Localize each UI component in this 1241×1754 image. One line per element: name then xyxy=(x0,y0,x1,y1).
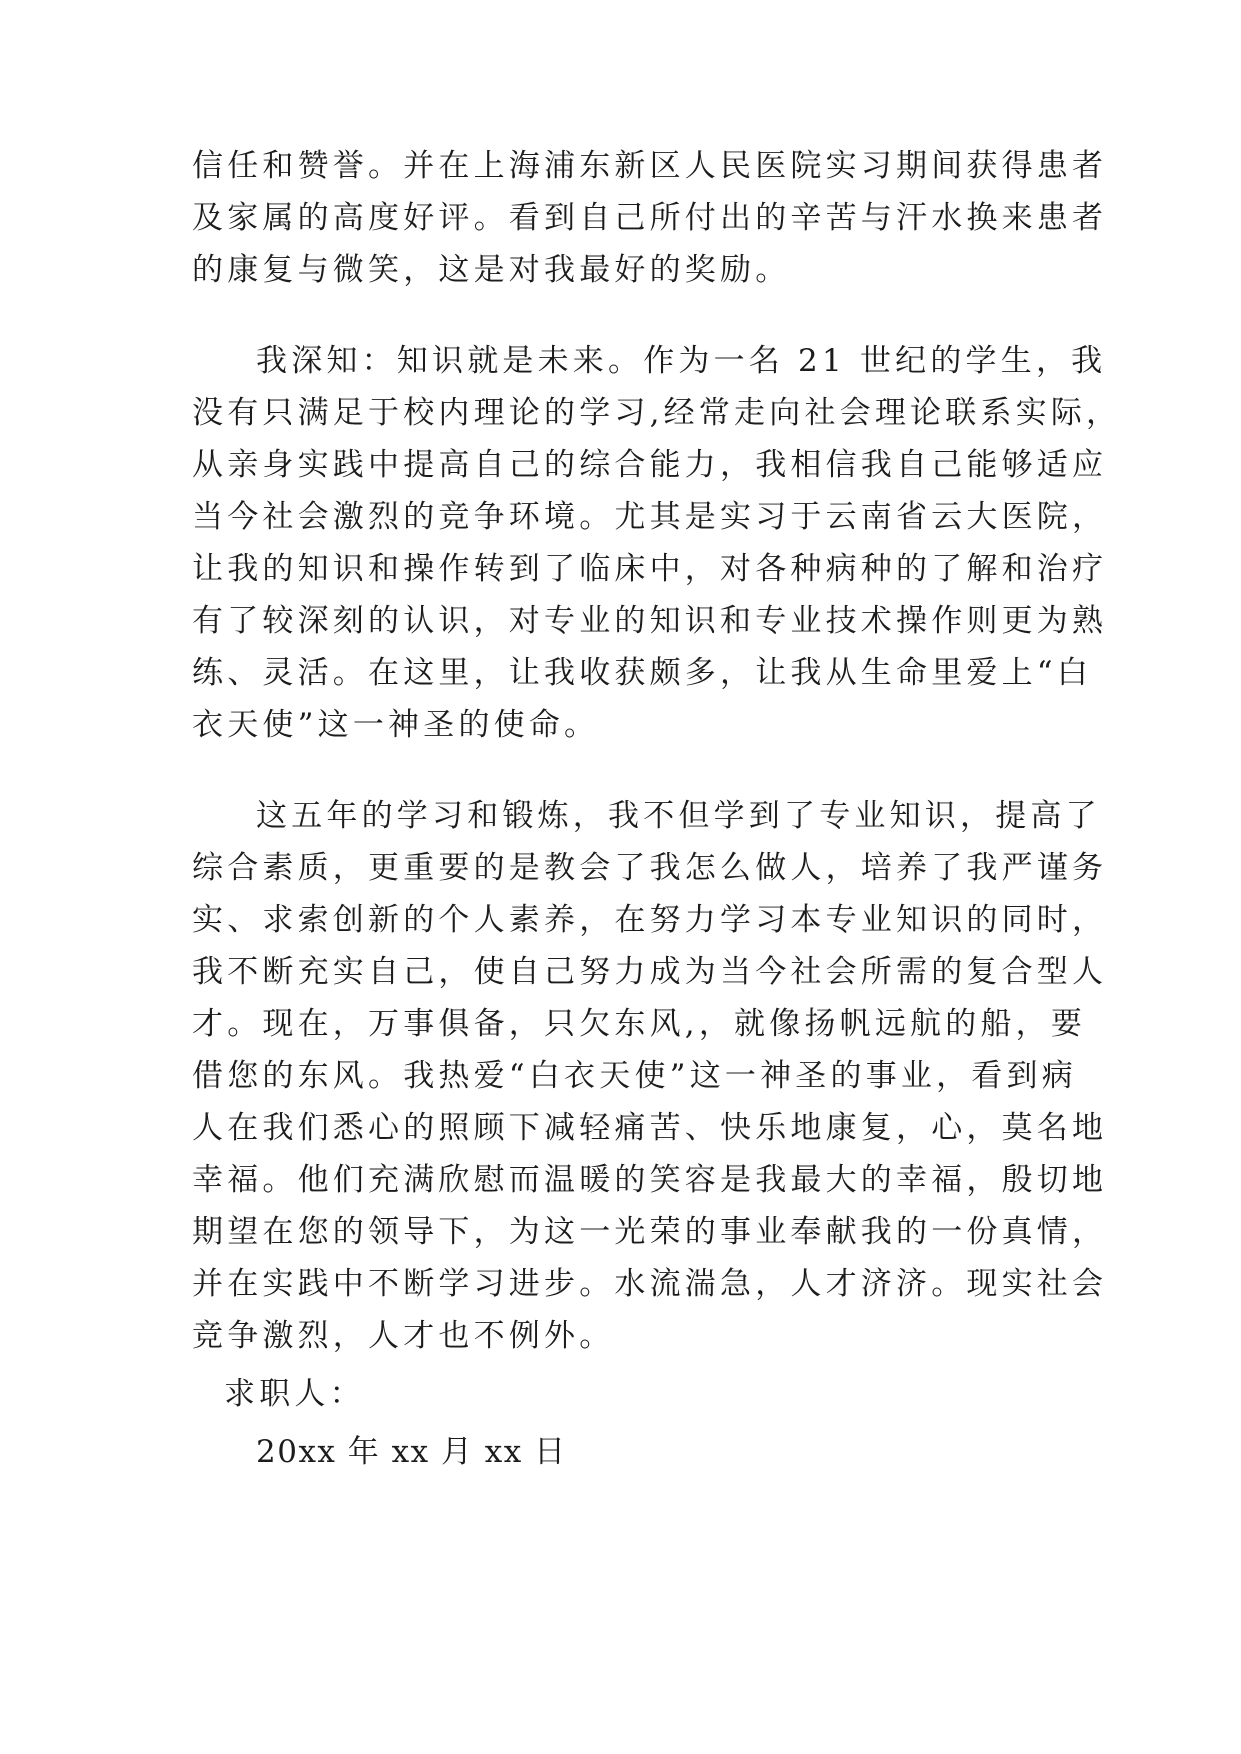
signature-label: 求职人： xyxy=(224,1376,365,1412)
text-line: 这五年的学习和锻炼，我不但学到了专业知识，提高了 xyxy=(256,798,1101,834)
text-line: 我不断充实自己，使自己努力成为当今社会所需的复合型人 xyxy=(192,954,1108,990)
text-line: 的康复与微笑，这是对我最好的奖励。 xyxy=(192,252,791,288)
text-line: 并在实践中不断学习进步。水流湍急，人才济济。现实社会 xyxy=(192,1266,1108,1302)
text-line: 从亲身实践中提高自己的综合能力，我相信我自己能够适应 xyxy=(192,447,1108,483)
text-line: 才。现在，万事俱备，只欠东风,，就像扬帆远航的船，要 xyxy=(192,1006,1087,1042)
signature-date: 20xx 年 xx 月 xx 日 xyxy=(256,1434,567,1470)
text-line: 我深知：知识就是未来。作为一名 21 世纪的学生，我 xyxy=(256,343,1107,379)
text-line: 综合素质，更重要的是教会了我怎么做人，培养了我严谨务 xyxy=(192,850,1108,886)
text-line: 练、灵活。在这里，让我收获颇多，让我从生命里爱上“白 xyxy=(192,655,1093,691)
text-line: 实、求索创新的个人素养，在努力学习本专业知识的同时， xyxy=(192,902,1108,938)
text-line: 竞争激烈，人才也不例外。 xyxy=(192,1318,615,1354)
text-line: 当今社会激烈的竞争环境。尤其是实习于云南省云大医院， xyxy=(192,499,1108,535)
text-line: 信任和赞誉。并在上海浦东新区人民医院实习期间获得患者 xyxy=(192,148,1108,184)
text-line: 借您的东风。我热爱“白衣天使”这一神圣的事业，看到病 xyxy=(192,1058,1077,1094)
text-line: 及家属的高度好评。看到自己所付出的辛苦与汗水换来患者 xyxy=(192,200,1108,236)
text-line: 幸福。他们充满欣慰而温暖的笑容是我最大的幸福，殷切地 xyxy=(192,1162,1108,1198)
text-line: 没有只满足于校内理论的学习,经常走向社会理论联系实际， xyxy=(192,395,1122,431)
text-line: 期望在您的领导下，为这一光荣的事业奉献我的一份真情， xyxy=(192,1214,1108,1250)
text-line: 人在我们悉心的照顾下减轻痛苦、快乐地康复，心，莫名地 xyxy=(192,1110,1108,1146)
text-line: 衣天使”这一神圣的使命。 xyxy=(192,707,600,743)
text-line: 让我的知识和操作转到了临床中，对各种病种的了解和治疗 xyxy=(192,551,1108,587)
text-line: 有了较深刻的认识，对专业的知识和专业技术操作则更为熟 xyxy=(192,603,1108,639)
